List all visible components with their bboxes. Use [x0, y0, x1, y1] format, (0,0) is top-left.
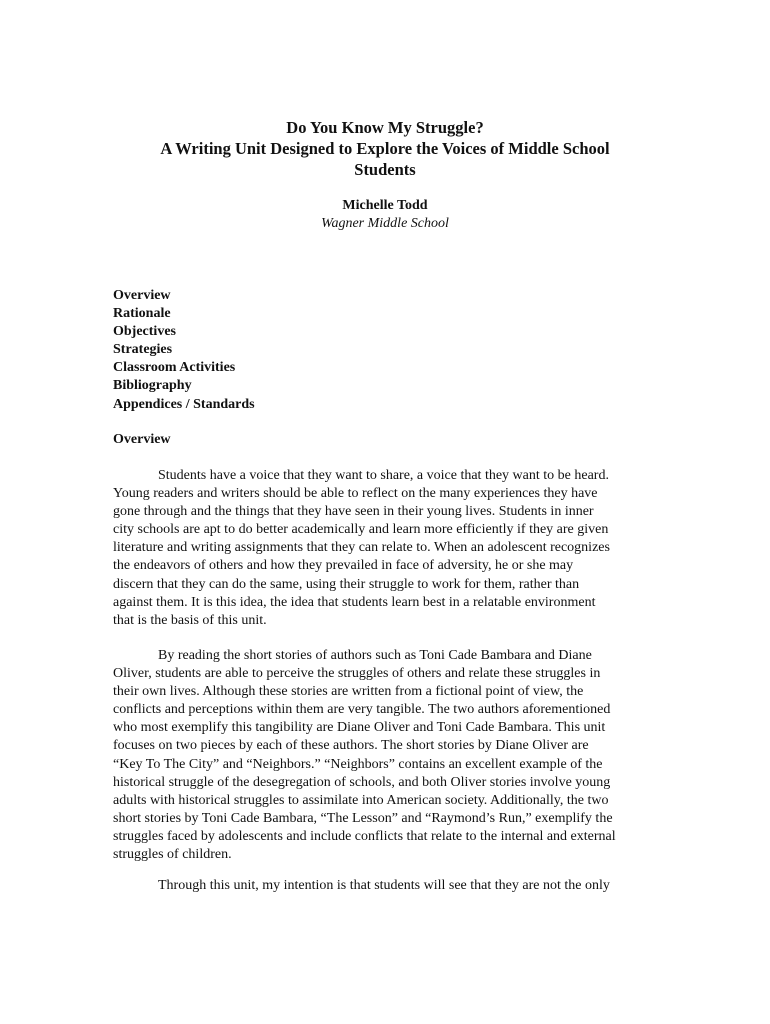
- document-title: [100, 117, 670, 180]
- table-of-contents: [113, 287, 255, 414]
- section-heading-overview: Overview: [113, 432, 171, 447]
- paragraph-line: Through this unit, my intention is that students will see that they are not the only: [158, 878, 610, 893]
- paragraph-line: Oliver, students are able to perceive the struggles of others and relate these struggles in: [113, 666, 601, 682]
- paragraph-line: conflicts and perceptions within them are very tangible. The two authors aforementioned: [113, 702, 611, 718]
- paragraph-2: [113, 647, 658, 864]
- toc-item-overview: Overview: [113, 288, 171, 303]
- title-line-3: Students: [354, 160, 416, 179]
- paragraph-line: the endeavors of others and how they prevailed in face of adversity, he or she may: [113, 558, 574, 574]
- paragraph-line: historical struggle of the desegregation of schools, and both Oliver stories involve young: [113, 774, 611, 790]
- paragraph-line: struggles faced by adolescents and include conflicts that relate to the internal and external: [113, 828, 616, 844]
- author-block: [100, 197, 670, 233]
- paragraph-line: short stories by Toni Cade Bambara, “The Lesson” and “Raymond’s Run,” exemplify the: [113, 810, 613, 826]
- author-school: Wagner Middle School: [321, 216, 449, 231]
- paragraph-line: their own lives. Although these stories are written from a fictional point of view, the: [113, 684, 584, 700]
- author-name: Michelle Todd: [342, 198, 428, 213]
- paragraph-line: who most exemplify this tangibility are Diane Oliver and Toni Cade Bambara. This unit: [113, 720, 606, 736]
- paragraph-line: Students have a voice that they want to share, a voice that they want to be heard.: [158, 468, 609, 483]
- paragraph-line: gone through and the things that they have seen in their young lives. Students in inner: [113, 504, 594, 520]
- paragraph-line: that is the basis of this unit.: [113, 612, 267, 628]
- paragraph-line: literature and writing assignments that they can relate to. When an adolescent recognizes: [113, 540, 610, 556]
- toc-item-classroom-activities: Classroom Activities: [113, 360, 236, 376]
- toc-item-objectives: Objectives: [113, 324, 176, 340]
- title-line-1: Do You Know My Struggle?: [286, 118, 484, 137]
- paragraph-1: [113, 467, 658, 630]
- paragraph-line: struggles of children.: [113, 847, 232, 863]
- paragraph-line: city schools are apt to do better academically and learn more efficiently if they are given: [113, 522, 609, 538]
- paragraph-line: Young readers and writers should be able to reflect on the many experiences they have: [113, 486, 598, 502]
- paragraph-line: adults with historical struggles to assimilate into American society. Additionally, the two: [113, 792, 609, 808]
- paragraph-3: [113, 877, 658, 895]
- toc-item-rationale: Rationale: [113, 306, 171, 322]
- toc-item-strategies: Strategies: [113, 342, 173, 358]
- paragraph-line: By reading the short stories of authors such as Toni Cade Bambara and Diane: [158, 648, 592, 663]
- paragraph-line: discern that they can do the same, using their struggle to work for them, rather than: [113, 576, 580, 592]
- paragraph-line: focuses on two pieces by each of these authors. The short stories by Diane Oliver are: [113, 738, 589, 754]
- title-line-2: A Writing Unit Designed to Explore the Voices of Middle School: [160, 139, 610, 158]
- toc-item-appendices-standards: Appendices / Standards: [113, 396, 255, 412]
- toc-item-bibliography: Bibliography: [113, 378, 192, 394]
- paragraph-line: “Key To The City” and “Neighbors.” “Neighbors” contains an excellent example of the: [113, 756, 603, 772]
- paragraph-line: against them. It is this idea, the idea that students learn best in a relatable environment: [113, 594, 596, 610]
